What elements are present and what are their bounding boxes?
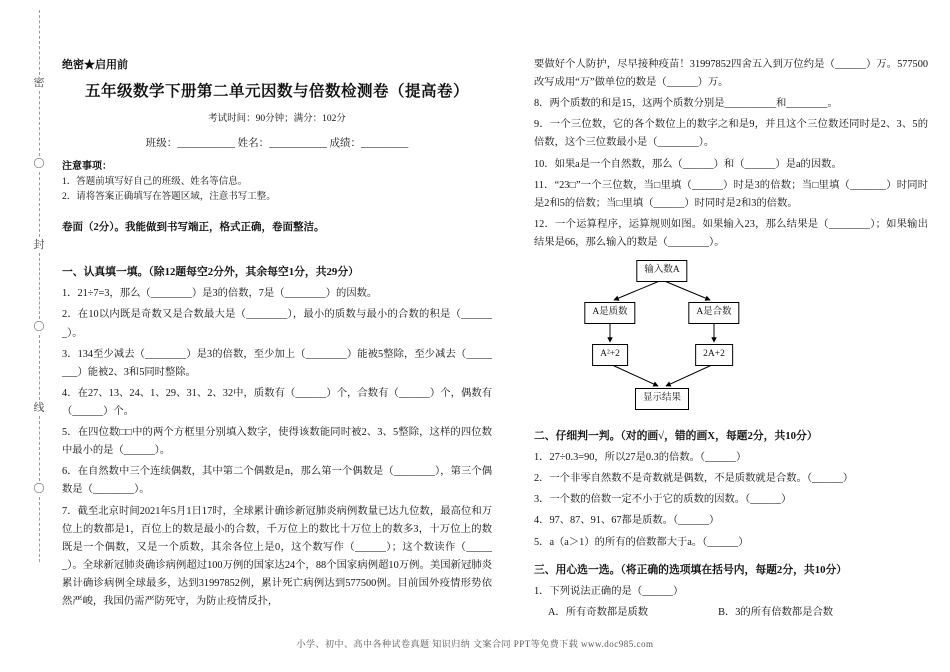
flowchart-node-composite: A是合数 xyxy=(688,302,739,324)
binding-dashed-line xyxy=(39,335,40,400)
flowchart-node-output: 显示结果 xyxy=(635,388,689,410)
flowchart xyxy=(562,260,772,418)
section-1-title: 一、认真填一填。（除12题每空2分外，其余每空1分，共29分） xyxy=(62,266,359,279)
notice-line-2: 2．请将答案正确填写在答题区域，注意书写工整。 xyxy=(62,192,276,203)
flowchart-node-prime-op: A²+2 xyxy=(592,344,628,366)
section-2-title: 二、仔细判一判。（对的画√，错的画X，每题2分，共10分） xyxy=(534,430,818,443)
question-5: 5．在四位数□□中的两个方框里分别填入数字，使得该数能同时被2、3、5整除，这样的四位数中最小的是（______）。 xyxy=(62,427,492,457)
left-column xyxy=(62,56,492,614)
choice-options-row xyxy=(548,604,928,622)
binding-strip xyxy=(30,8,48,564)
right-column xyxy=(534,56,928,622)
flowchart-node-composite-op: 2A+2 xyxy=(695,344,733,366)
exam-info: 考试时间：90分钟；满分：102分 xyxy=(208,114,346,124)
question-6: 6．在自然数中三个连续偶数，其中第二个偶数是n，那么第一个偶数是（________），第三个偶数是（________）。 xyxy=(62,466,492,496)
choice-option-a: A．所有奇数都是质数 xyxy=(548,606,649,618)
section-3-title: 三、用心选一选。（将正确的选项填在括号内，每题2分，共10分） xyxy=(534,563,848,576)
choice-option-b: B．3的所有倍数都是合数 xyxy=(718,606,834,618)
judge-item-3: 3．一个数的倍数一定不小于它的质数的因数。（______） xyxy=(534,494,792,506)
notice-line-1: 1．答题前填写好自己的班级、姓名等信息。 xyxy=(62,177,248,187)
footer-watermark: 小学、初中、高中各种试卷真题 知识归纳 文案合同 PPT等免费下载 www.doc985.com xyxy=(296,639,654,649)
notice-title: 注意事项： xyxy=(62,161,112,172)
question-11: 11．“23□”一个三位数，当□里填（______）时是3的倍数；当□里填（_______）时同时是2和5的倍数；当□里填（______）时同时是2和3的倍数。 xyxy=(534,179,928,209)
binding-strip-char: 〇 xyxy=(33,482,45,495)
binding-strip-char: 〇 xyxy=(33,158,45,171)
binding-dashed-line xyxy=(39,497,40,562)
paper-title: 五年级数学下册第二单元因数与倍数检测卷（提高卷） xyxy=(84,83,469,100)
binding-strip-char: 封 xyxy=(33,239,45,252)
question-7-continued: 要做好个人防护，尽早接种疫苗！31997852四舍五入到万位约是（______）万。577500改写成用“万”做单位的数是（______）万。 xyxy=(534,59,928,89)
binding-strip-char: 密 xyxy=(33,77,45,90)
binding-strip-char: 〇 xyxy=(33,320,45,333)
flowchart-node-prime: A是质数 xyxy=(584,302,635,324)
judge-item-5: 5．a（a＞1）的所有的倍数都大于a。（______） xyxy=(534,536,749,548)
question-10: 10．如果a是一个自然数，那么（______）和（______）是a的因数。 xyxy=(534,158,842,170)
judge-item-1: 1．27÷0.3=90，所以27是0.3的倍数。（______） xyxy=(534,452,747,464)
question-8: 8．两个质数的和是15，这两个质数分别是__________和________。 xyxy=(534,98,838,110)
question-3: 3．134至少减去（________）是3的倍数，至少加上（________）能被5整除，至少减去（________）能被2、3和5同时整除。 xyxy=(62,348,492,378)
notices-block xyxy=(62,159,492,205)
binding-dashed-line xyxy=(39,10,40,75)
question-4: 4．在27、13、24、1、29、31、2、32中，质数有（______）个，合数有（______）个，偶数有（______）个。 xyxy=(62,387,492,418)
binding-dashed-line xyxy=(39,172,40,237)
binding-dashed-line xyxy=(39,416,40,481)
flowchart-node-input: 输入数A xyxy=(636,260,687,282)
secrecy-label: 绝密★启用前 xyxy=(62,59,128,71)
judge-item-4: 4．97、87、91、67都是质数。（______） xyxy=(534,515,720,527)
choice-question-1: 1．下列说法正确的是（______） xyxy=(534,585,684,597)
paper-neatness-note: 卷面（2分）。我能做到书写端正，格式正确，卷面整洁。 xyxy=(62,222,325,234)
question-12: 12．一个运算程序，运算规则如图。如果输入23，那么结果是（________）；如果输出结果是66，那么输入的数是（________）。 xyxy=(534,218,928,248)
question-7: 7．截至北京时间2021年5月1日17时，全球累计确诊新冠肺炎病例数量已达九位数，最高位和万位上的数都是1，百位上的数是最小的合数，千万位上的数比十万位上的数多3，十万位上的数既是一个偶数，又是一个质数，其余各位上是0，这个数写作（______）；这个数读作（______）。全球新冠肺炎确诊病例超过100万例的国家达24个，88个国家病例超10万例。美国新冠肺炎累计确诊病例全球最多，达到31997852例，累计死亡病例达到577500例。目前国外疫情形势依然严峻，我国仍需严防死守，为防止疫情反扑， xyxy=(62,505,492,608)
question-9: 9．一个三位数，它的各个数位上的数字之和是9，并且这个三位数还同时是2、3、5的倍数，这个三位数最小是（________）。 xyxy=(534,119,928,149)
question-1: 1．21÷7=3，那么（________）是3的倍数，7是（________）的因数。 xyxy=(62,288,378,300)
student-info-fields: 班级：___________ 姓名：___________ 成绩：_________ xyxy=(145,138,409,149)
question-2: 2．在10以内既是奇数又是合数最大是（________），最小的质数与最小的合数的积是（_______）。 xyxy=(62,309,492,339)
judge-item-2: 2．一个非零自然数不是奇数就是偶数，不是质数就是合数。（______） xyxy=(534,473,854,485)
binding-strip-char: 线 xyxy=(33,401,45,414)
binding-dashed-line xyxy=(39,253,40,318)
binding-dashed-line xyxy=(39,91,40,156)
